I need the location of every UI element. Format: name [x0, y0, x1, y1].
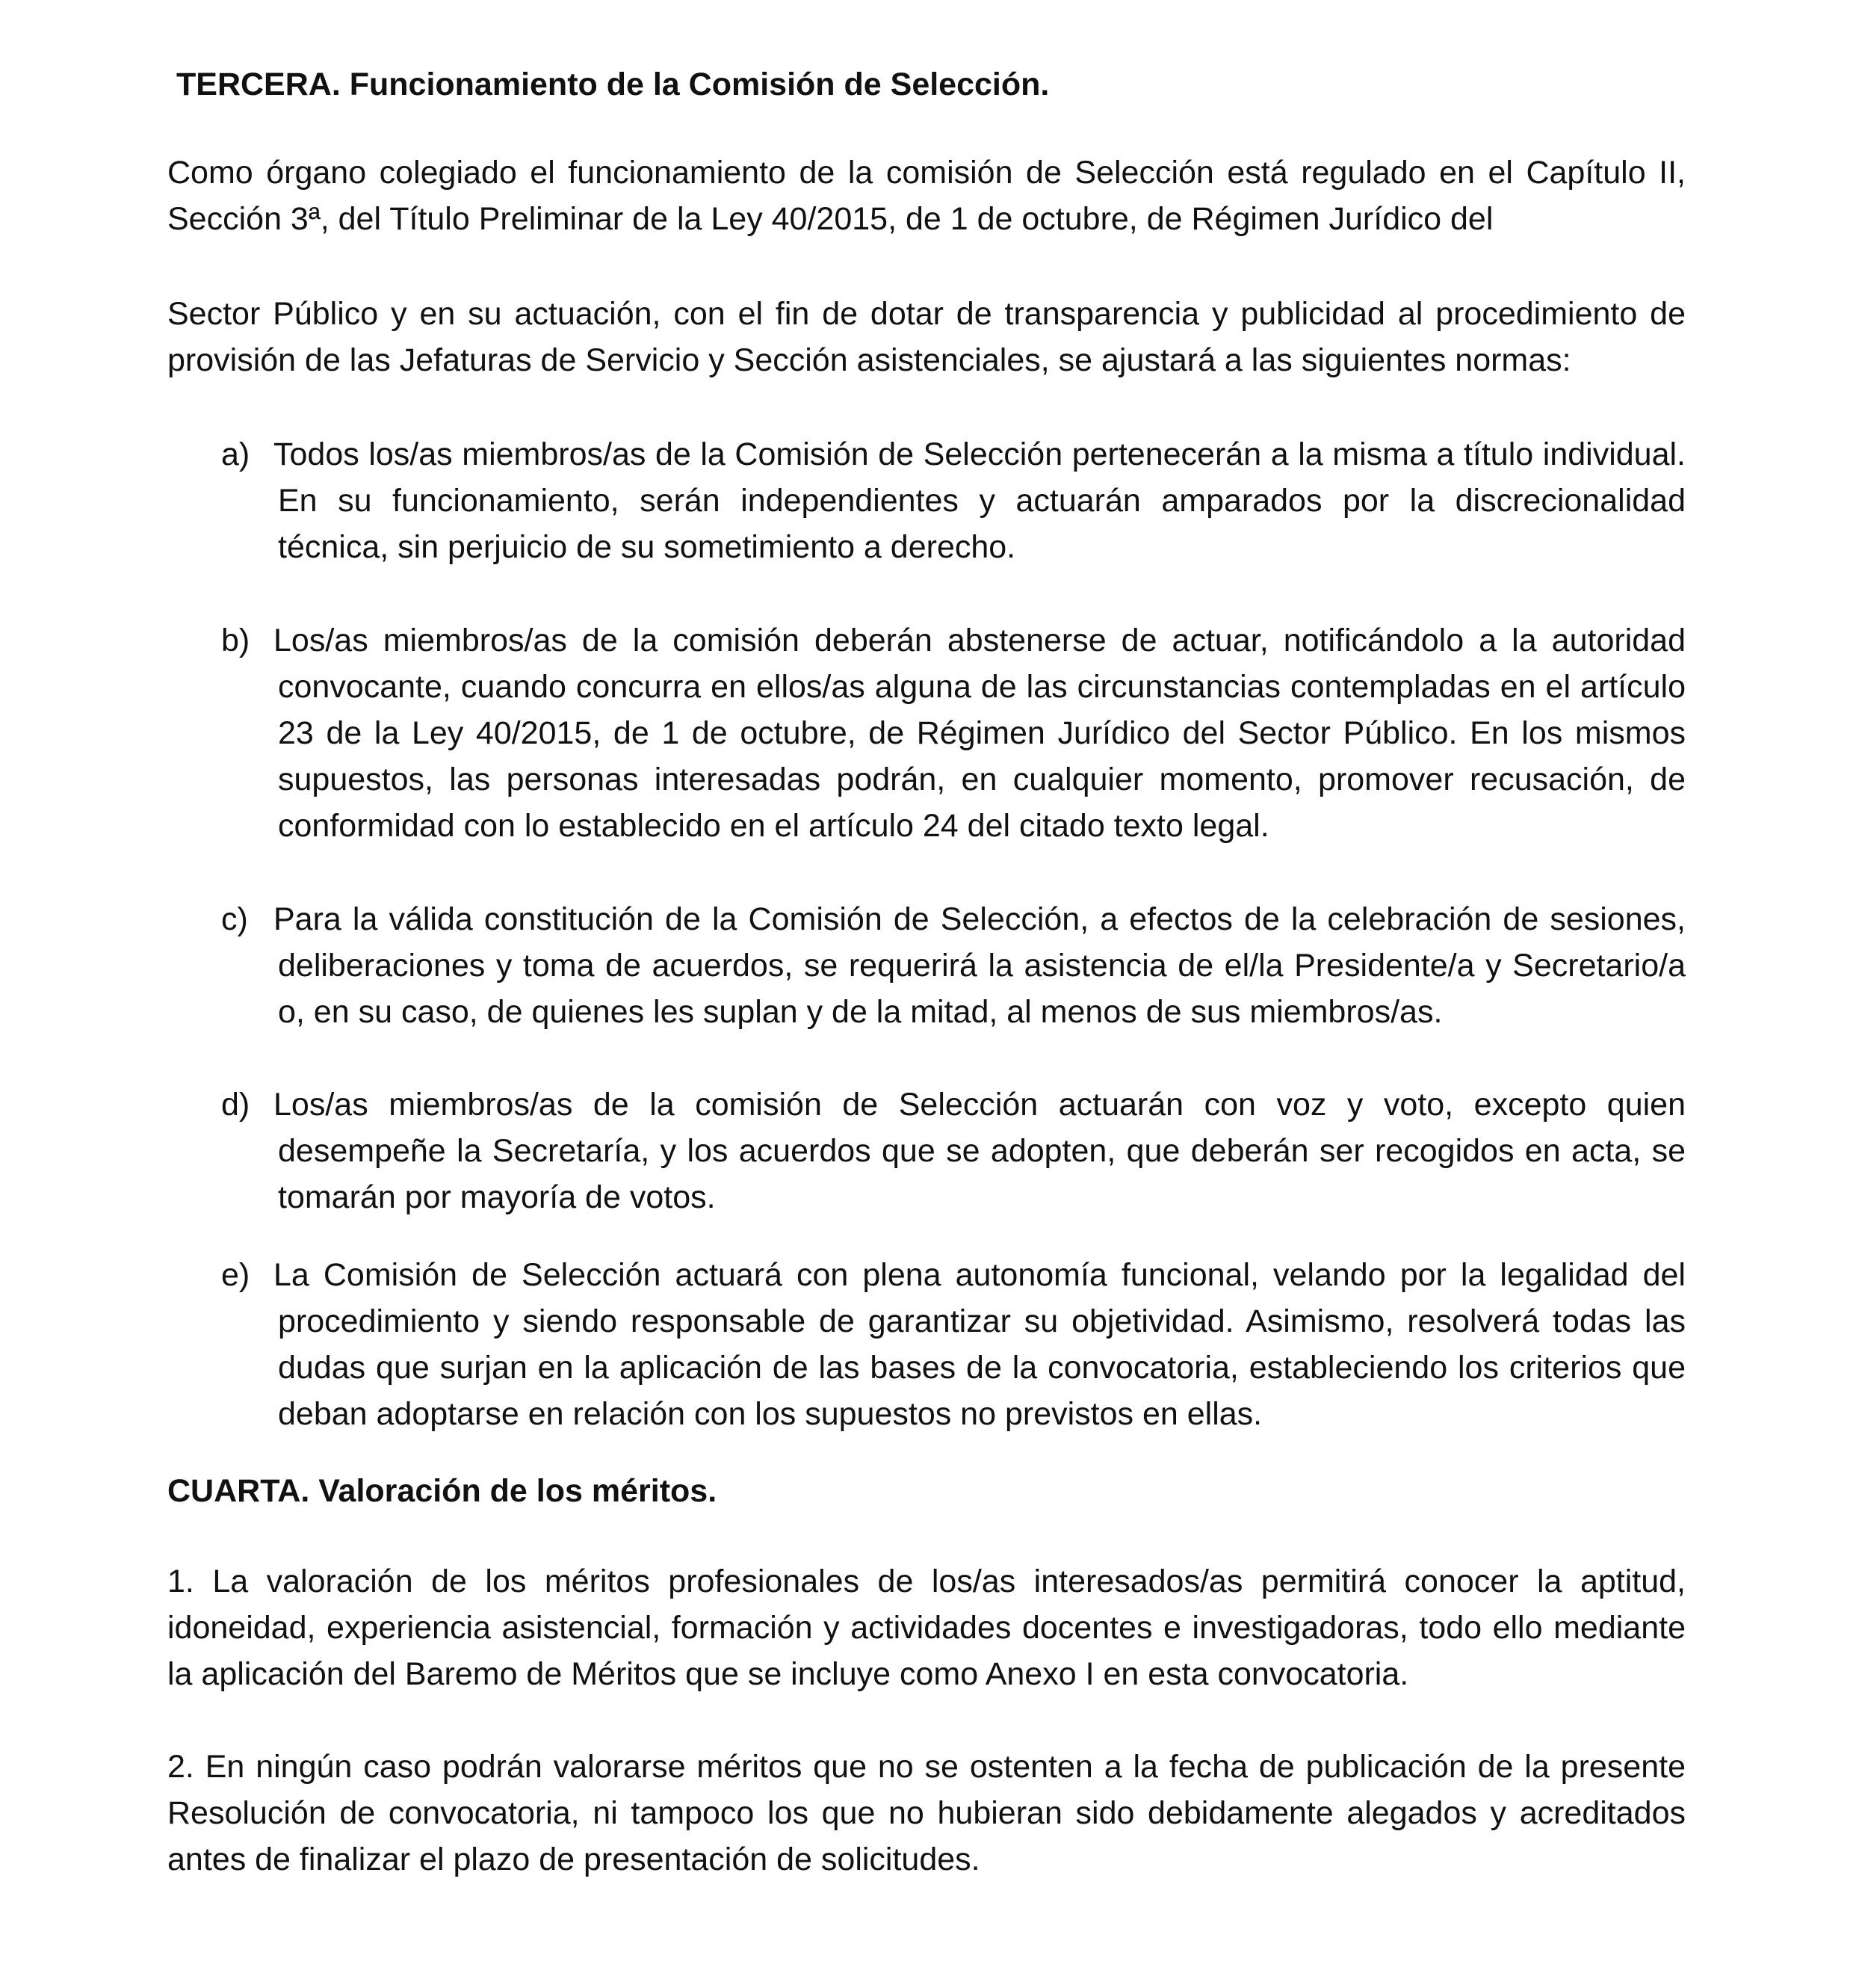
list-marker: a) [221, 436, 250, 472]
list-item-text: Los/as miembros/as de la comisión de Selección actuarán con voz y voto, excepto quien desempeñe la Secretaría, y los acuerdos que se adopten, que deberán ser recogidos en acta, se tomarán por mayoría de votos. [273, 1087, 1686, 1215]
list-item-b [221, 617, 1686, 849]
list-item-d [221, 1081, 1686, 1220]
list-marker: e) [221, 1257, 250, 1293]
list-item-text: Para la válida constitución de la Comisión de Selección, a efectos de la celebración de sesiones, deliberaciones y toma de acuerdos, se requerirá la asistencia de el/la Presidente/a y Secretario/a o, en su caso, de quienes les suplan y de la mitad, al menos de sus miembros/as. [273, 901, 1686, 1030]
intro-paragraph-part1: Como órgano colegiado el funcionamiento de la comisión de Selección está regulado en el Capítulo II, Sección 3ª, del Título Preliminar de la Ley 40/2015, de 1 de octubre, de Régimen Jurídico del [167, 155, 1686, 237]
intro-paragraph-part2: Sector Público y en su actuación, con el fin de dotar de transparencia y publicidad al procedimiento de provisión de las Jefaturas de Servicio y Sección asistenciales, se ajustará a las siguientes normas: [167, 296, 1686, 378]
section-heading-tercera: TERCERA. Funcionamiento de la Comisión de Selección. [176, 67, 1050, 102]
merits-paragraph-1: 1. La valoración de los méritos profesionales de los/as interesados/as permitirá conocer la aptitud, idoneidad, experiencia asistencial, formación y actividades docentes e investigadoras, todo ello mediante la aplicación del Baremo de Méritos que se incluye como Anexo I en esta convocatoria. [167, 1563, 1686, 1692]
merits-paragraph-2: 2. En ningún caso podrán valorarse méritos que no se ostenten a la fecha de publicación de la presente Resolución de convocatoria, ni tampoco los que no hubieran sido debidamente alegados y acreditados antes de finalizar el plazo de presentación de solicitudes. [167, 1749, 1686, 1877]
list-item-text: Todos los/as miembros/as de la Comisión de Selección pertenecerán a la misma a título individual. En su funcionamiento, serán independientes y actuarán amparados por la discrecionalidad técnica, sin perjuicio de su sometimiento a derecho. [273, 436, 1686, 565]
list-item-c [221, 896, 1686, 1035]
section-heading-cuarta: CUARTA. Valoración de los méritos. [167, 1473, 717, 1509]
list-item-a [221, 431, 1686, 570]
list-marker: d) [221, 1087, 250, 1123]
list-item-text: La Comisión de Selección actuará con plena autonomía funcional, velando por la legalidad del procedimiento y siendo responsable de garantizar su objetividad. Asimismo, resolverá todas las dudas que surjan en la aplicación de las bases de la convocatoria, estableciendo los criterios que deban adoptarse en relación con los supuestos no previstos en ellas. [273, 1257, 1686, 1432]
list-item-text: Los/as miembros/as de la comisión deberán abstenerse de actuar, notificándolo a la autoridad convocante, cuando concurra en ellos/as alguna de las circunstancias contempladas en el artículo 23 de la Ley 40/2015, de 1 de octubre, de Régimen Jurídico del Sector Público. En los mismos supuestos, las personas interesadas podrán, en cualquier momento, promover recusación, de conformidad con lo establecido en el artículo 24 del citado texto legal. [273, 623, 1686, 844]
list-item-e [221, 1252, 1686, 1437]
list-marker: b) [221, 623, 250, 658]
list-marker: c) [221, 901, 248, 937]
